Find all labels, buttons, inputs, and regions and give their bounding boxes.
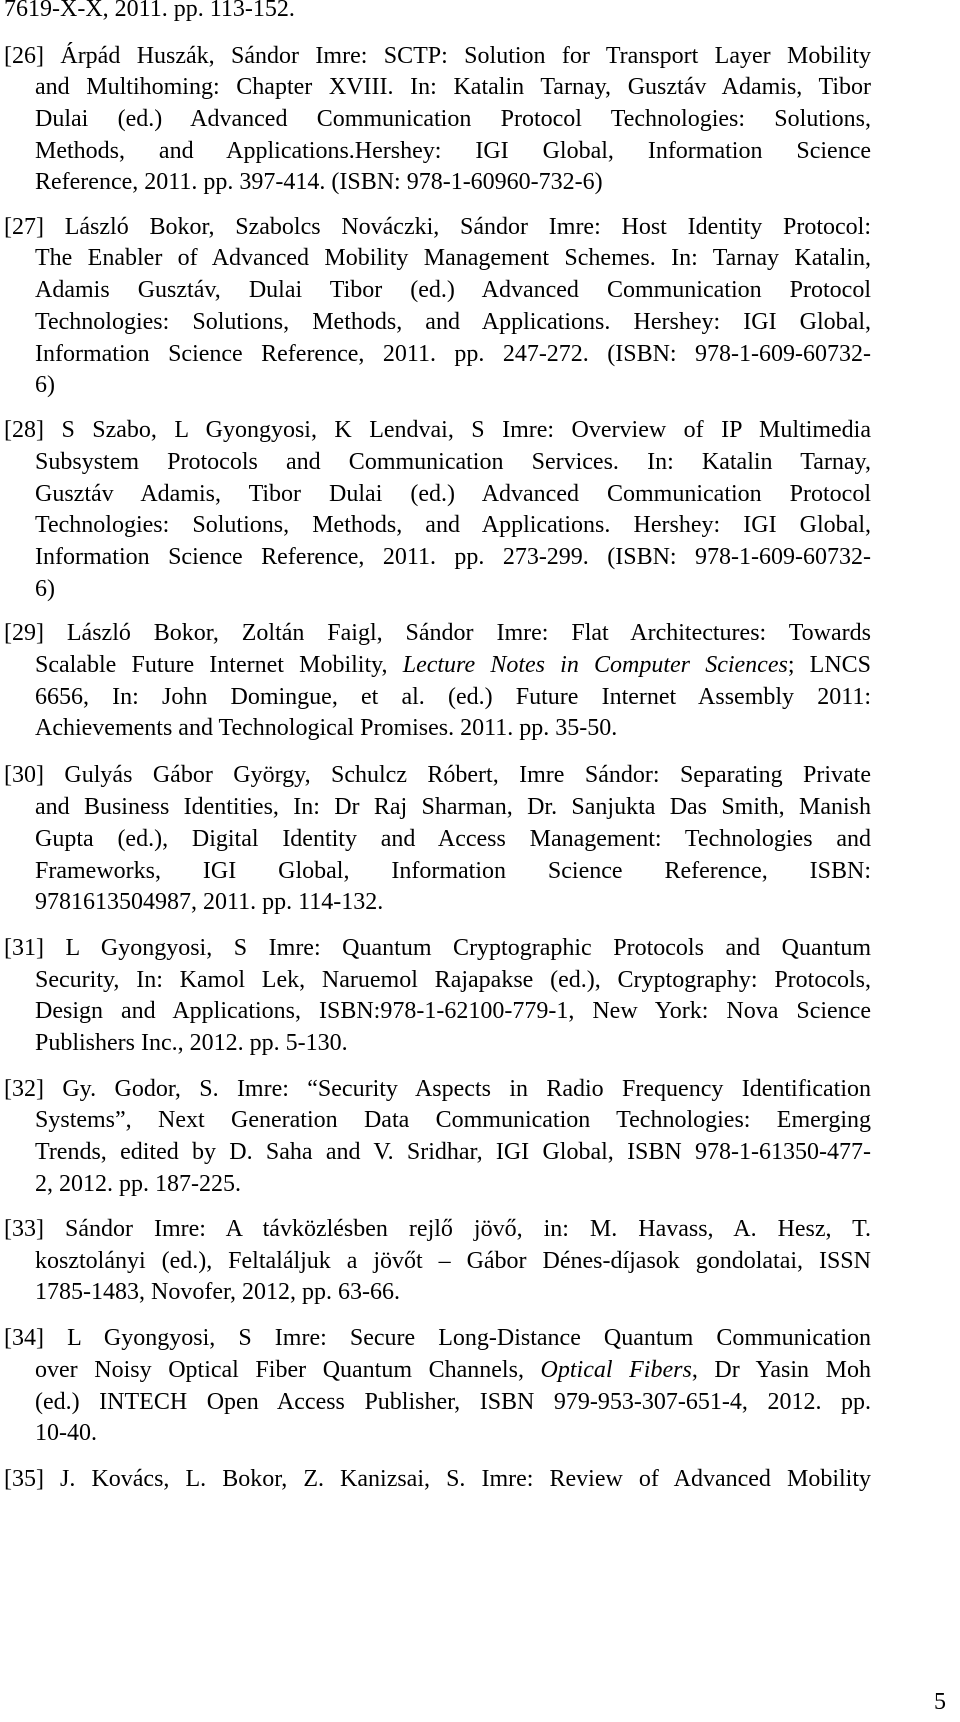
reference-line: 2, 2012. pp. 187-225. xyxy=(35,1171,241,1197)
reference-line: Systems”, Next Generation Data Communication Technologies: Emerging xyxy=(35,1107,871,1133)
reference-line: [29] László Bokor, Zoltán Faigl, Sándor Imre: Flat Architectures: Towards xyxy=(4,620,871,646)
reference-line: Security, In: Kamol Lek, Naruemol Rajapakse (ed.), Cryptography: Protocols, xyxy=(35,967,871,993)
reference-line: Methods, and Applications.Hershey: IGI Global, Information Science xyxy=(35,138,871,164)
reference-line: Technologies: Solutions, Methods, and Applications. Hershey: IGI Global, xyxy=(35,309,871,335)
reference-line: Gusztáv Adamis, Tibor Dulai (ed.) Advanced Communication Protocol xyxy=(35,481,871,507)
reference-line: 6656, In: John Domingue, et al. (ed.) Future Internet Assembly 2011: xyxy=(35,684,871,710)
reference-line: The Enabler of Advanced Mobility Management Schemes. In: Tarnay Katalin, xyxy=(35,245,871,271)
reference-line: Adamis Gusztáv, Dulai Tibor (ed.) Advanced Communication Protocol xyxy=(35,277,871,303)
reference-29-text-a: Scalable Future Internet Mobility, xyxy=(35,652,403,678)
reference-line: [34] L Gyongyosi, S Imre: Secure Long-Distance Quantum Communication xyxy=(4,1325,871,1351)
reference-line: [33] Sándor Imre: A távközlésben rejlő jövő, in: M. Havass, A. Hesz, T. xyxy=(4,1216,871,1242)
reference-34-text-a: over Noisy Optical Fiber Quantum Channels, xyxy=(35,1357,541,1383)
reference-line: [28] S Szabo, L Gyongyosi, K Lendvai, S Imre: Overview of IP Multimedia xyxy=(4,417,871,443)
reference-line: [30] Gulyás Gábor György, Schulcz Róbert, Imre Sándor: Separating Private xyxy=(4,762,871,788)
reference-line: and Multihoming: Chapter XVIII. In: Katalin Tarnay, Gusztáv Adamis, Tibor xyxy=(35,74,871,100)
reference-line: Technologies: Solutions, Methods, and Applications. Hershey: IGI Global, xyxy=(35,512,871,538)
reference-line: Trends, edited by D. Saha and V. Sridhar, IGI Global, ISBN 978-1-61350-477- xyxy=(35,1139,871,1165)
reference-line: Publishers Inc., 2012. pp. 5-130. xyxy=(35,1030,348,1056)
reference-34-text-b: , Dr Yasin Moh xyxy=(691,1357,871,1383)
lecture-notes-italic: Lecture Notes in Computer Sciences xyxy=(402,652,788,678)
reference-line xyxy=(35,650,871,680)
reference-line: [31] L Gyongyosi, S Imre: Quantum Cryptographic Protocols and Quantum xyxy=(4,935,871,961)
reference-line: Frameworks, IGI Global, Information Science Reference, ISBN: xyxy=(35,858,871,884)
reference-line: kosztolányi (ed.), Feltaláljuk a jövőt – Gábor Dénes-díjasok gondolatai, ISSN xyxy=(35,1248,871,1274)
reference-line: [26] Árpád Huszák, Sándor Imre: SCTP: Solution for Transport Layer Mobility xyxy=(4,43,871,69)
optical-fibers-italic: Optical Fibers xyxy=(540,1357,692,1383)
reference-line: and Business Identities, In: Dr Raj Sharman, Dr. Sanjukta Das Smith, Manish xyxy=(35,794,871,820)
reference-line: 6) xyxy=(35,576,55,602)
reference-line: [27] László Bokor, Szabolcs Nováczki, Sándor Imre: Host Identity Protocol: xyxy=(4,214,871,240)
page-number: 5 xyxy=(934,1689,946,1715)
reference-line: Gupta (ed.), Digital Identity and Access Management: Technologies and xyxy=(35,826,871,852)
reference-line: Achievements and Technological Promises. 2011. pp. 35-50. xyxy=(35,715,618,741)
reference-line: 1785-1483, Novofer, 2012, pp. 63-66. xyxy=(35,1279,400,1305)
reference-line: Reference, 2011. pp. 397-414. (ISBN: 978-1-60960-732-6) xyxy=(35,169,603,195)
reference-line: Design and Applications, ISBN:978-1-62100-779-1, New York: Nova Science xyxy=(35,998,871,1024)
reference-line: [32] Gy. Godor, S. Imre: “Security Aspects in Radio Frequency Identification xyxy=(4,1076,871,1102)
reference-line: Information Science Reference, 2011. pp. 273-299. (ISBN: 978-1-609-60732- xyxy=(35,544,871,570)
continuation-line: 7619-X-X, 2011. pp. 113-152. xyxy=(4,0,295,22)
reference-line: 9781613504987, 2011. pp. 114-132. xyxy=(35,889,384,915)
reference-line: Dulai (ed.) Advanced Communication Protocol Technologies: Solutions, xyxy=(35,106,871,132)
reference-line: 6) xyxy=(35,372,55,398)
reference-line: (ed.) INTECH Open Access Publisher, ISBN 979-953-307-651-4, 2012. pp. xyxy=(35,1389,871,1415)
reference-29-text-b: ; LNCS xyxy=(787,652,872,678)
reference-line: Subsystem Protocols and Communication Services. In: Katalin Tarnay, xyxy=(35,449,871,475)
reference-line: Information Science Reference, 2011. pp. 247-272. (ISBN: 978-1-609-60732- xyxy=(35,341,871,367)
reference-line: [35] J. Kovács, L. Bokor, Z. Kanizsai, S. Imre: Review of Advanced Mobility xyxy=(4,1466,871,1492)
reference-line: 10-40. xyxy=(35,1420,97,1446)
reference-line xyxy=(35,1355,871,1385)
